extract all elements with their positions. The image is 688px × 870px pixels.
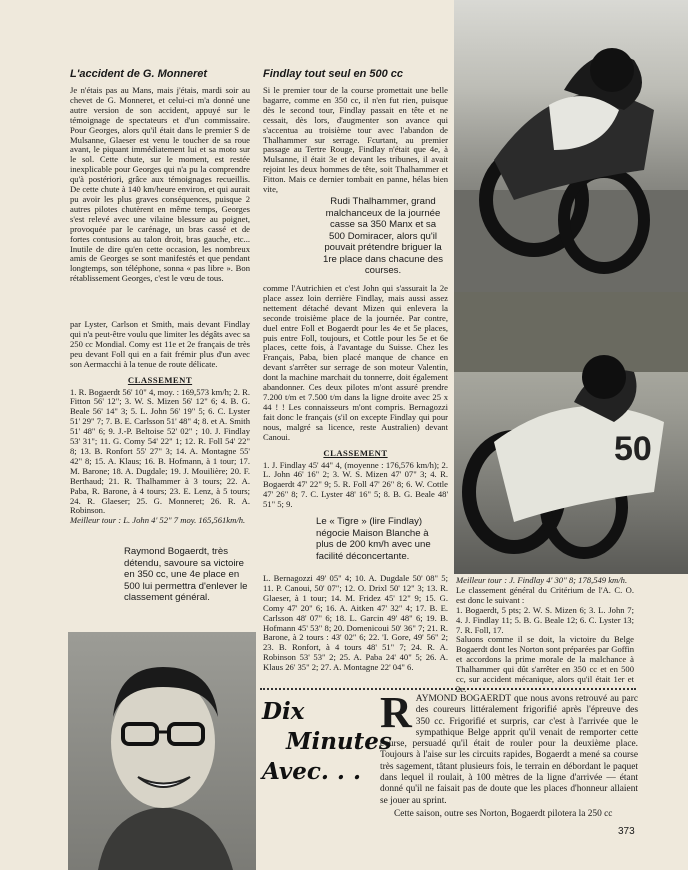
rider-illustration	[454, 292, 688, 574]
interview-lead: AYMOND BOGAERDT	[415, 694, 512, 704]
best-lap: Meilleur tour : L. John 4' 52" 7 moy. 165,561km/h.	[70, 515, 246, 526]
title-line: Dix	[262, 698, 305, 725]
title-line: Avec. . .	[262, 758, 361, 785]
article-accident	[70, 68, 250, 284]
drop-cap: R	[380, 688, 412, 737]
article-findlay	[263, 68, 448, 195]
results-500-continued	[263, 574, 448, 673]
section-heading: CLASSEMENT	[323, 447, 388, 458]
best-lap: Meilleur tour : J. Findlay 4' 30" 8; 178,549 km/h.	[456, 575, 628, 585]
text-body: comme l'Autrichien et c'est John qui s'assurait la 2e place assez loin derrière Findlay, mais aussi assez nettement détaché devant Mizen qui enlevera la seconde troisième place de la journée. Par contre, duel entre Foll et Bogaerdt pour les 4e et 5e places, puis entre Foll, toujours, et Cottle pour les 5e et 6e places, cette fois, à l'avantage du Suisse. Chez les Français, Paba, bien placé manque de chance en devant s'arrêter sur serrage de son moteur Valentin, dont la machine marchait du tonnerre, doit également abandonner. Ces deux pilotes m'ont assuré prendre 7.200 t/m et 7.500 t/m dans la ligne droite avec 25 x 44 ! ! Les connaisseurs m'ont compris. Bernagozzi fait donc le français (s'il on excepte Findlay qui pour nous, malgré sa licence, reste Australien) devant Canoui.	[263, 283, 448, 442]
general-classification	[456, 576, 634, 695]
results-500	[263, 284, 448, 510]
rider-illustration	[454, 0, 688, 292]
text-body: Saluons comme il se doit, la victoire du Belge Bogaerdt dont les Norton sont préparées par Goffin et accordons la prime morale de la malchance à Thalhammer qui dût s'arrêter en 350 cc et en 500 cc, sur accident mécanique, alors qu'il était 1er et 2e.	[456, 634, 634, 694]
results-350	[70, 320, 250, 526]
section-heading: CLASSEMENT	[127, 374, 193, 385]
page-number: 373	[618, 826, 635, 837]
title-line: Minutes	[286, 728, 392, 755]
caption-thalhammer: Rudi Thalhammer, grand malchanceux de la journée casse sa 350 Manx et sa 500 Domiracer, alors qu'il pouvait prétendre briguer la 1re place dans chacune des courses.	[323, 196, 444, 276]
photo-bogaerdt-portrait	[68, 632, 256, 870]
interview-last: Cette saison, outre ses Norton, Bogaerdt pilotera la 250 cc	[394, 808, 613, 819]
classement-list: L. Bernagozzi 49' 05" 4; 10. A. Dugdale 50' 08" 5; 11. P. Canoui, 50' 07"; 12. O. Drixl 50' 12" 3; 13. R. Glaeser, à 1 tour; 14. M. Fridez 45' 12" 9; 15. G. Comy 47' 20" 6; 16. A. Aitken 47' 32" 4; 17. B. E. Carlsson 48' 07" 6; 18. L. Garcin 49' 48" 6; 19. B. Hofmann 45' 53" 8; 20. Domenicoui 50' 36" 7; 21. R. Barone, à 2 tours : 43' 02" 6; 22. 'I. Gore, 49' 56" 2; 23. B. Ronfort, à 4 tours 48' 51" 7; 24. R. A. Robinson 53' 53" 2; 25. A. Paba 24' 40" 5; 26. A. Klaus 26' 35" 2; 27. A. Montagne 22' 04" 6.	[263, 573, 448, 673]
caption-bogaerdt: Raymond Bogaerdt, très détendu, savoure sa victoire en 350 cc, une 4e place en 500 lui permettra d'enlever le classement général.	[124, 546, 248, 603]
interview-block	[380, 688, 638, 820]
photo-thalhammer	[454, 0, 688, 292]
article-body-accident: Je n'étais pas au Mans, mais j'étais, mardi soir au chevet de G. Monneret, et celui-ci m'a donné une autre version de son accident, appuyé sur le témoignage de spectateurs et d'un commissaire. Pour Georges, alors qu'il était dans le premier S de Mulsanne, Glaeser est venu le toucher de sa roue avant, le piquant immédiatement lui et sa moto sur le sol. Cette chute, sur le moment, est restée inexplicable pour Georges qui n'a pu la comprendre qu'à postériori, grâce aux témoignages recueillis. De cette chute à 140 km/heure environ, et qui aurait pu avoir les plus graves conséquences, puisque 2 autres pilotes chutèrent en même temps, Georges s'est relevé avec une vilaine blessure au poignet, provoquée par le carénage, un bras cassé et de fortes contusions au talon droit, bras gauche, etc... Inutile de dire qu'en cette occasion, les nombreux amis de Georges se sont manifestés et que pendant longtemps, son téléphone, sonna « pas libre ». Bon rétablissement Georges, c'est le vœu de tous.	[70, 85, 250, 284]
classement-list: 1. Bogaerdt, 5 pts; 2. W. S. Mizen 6; 3. L. John 7; 4. J. Findlay 11; 5. B. G. Beale 12; 6. C. Lyster 13; 7. R. Foll, 17.	[456, 604, 634, 635]
photo-findlay	[454, 292, 688, 574]
interview-text	[380, 688, 638, 807]
article-title-accident: L'accident de G. Monneret	[70, 68, 208, 80]
caption-tigre: Le « Tigre » (lire Findlay) négocie Maison Blanche à plus de 200 km/h avec une facilité déconcertante.	[316, 516, 431, 562]
dix-minutes-title	[262, 697, 392, 787]
classement-list: 1. J. Findlay 45' 44" 4, (moyenne : 176,576 km/h); 2. L. John 46' 16" 2; 3. W. S. Mizen 47' 07" 3; 4. R. Bogaerdt 47' 22" 9; 5. R. Foll 47' 26" 8; 6. W. Cottle 47' 26" 8; 7. C. Lyster 48' 16" 5; 8. B. G. Beale 48' 51" 5; 9.	[263, 459, 448, 510]
svg-text:50: 50	[614, 430, 652, 468]
portrait-illustration	[68, 632, 256, 870]
text-body: par Lyster, Carlson et Smith, mais devant Findlay qui n'a peut-être voulu que limiter les dégâts avec sa 250 cc Mondial. Comy est 11e et 2e français de très peu devant Foll qui en a fait frémir plus d'un avec son Aermacchi à la tenue de route délicate.	[70, 319, 250, 369]
article-title-findlay: Findlay tout seul en 500 cc	[263, 68, 403, 80]
classement-list: 1. R. Bogaerdt 56' 10" 4, moy. : 169,573 km/h; 2. R. Fitton 56' 12"; 3. W. S. Mizen 56' 12" 6; 4. B. G. Beale 56' 14" 3; 5. L. John 56' 19" 5; 6. C. Lyster 51' 29" 7; 7. B. E. Carlsson 51' 48" 4; 8. et A. Smith 51' 48" 6; 9. J.-P. Beltoise 52' 02" ; 10. J. Findlay 53' 31"; 11. G. Comy 54' 22" 1; 12. R. Foll 54' 22" 8; 13. B. Ronfort 55' 27" 3; 14. A. Montagne 55' 42" 8; 15. A. Klaus; 16. B. Hofmann, à 1 tour; 17. M. Barone; 18. A. Dugdale; 19. J. Mouilière; 20. F. Berthaud; 21. R. Thalhammer à 3 tours; 22. A. Paba, R. Barone, à 4 tours; 23. E. Lenz, à 5 tours; 24. R. Glaeser; 25. G. Monneret; 26. R. A. Robinson.	[70, 386, 250, 516]
article-body-findlay: Si le premier tour de la course promettait une belle bagarre, comme en 350 cc, il n'en fut rien, puisque dès le second tour, Findlay passait en tête et ne cessait, dès lors, d'augmenter son avance qui s'accentua au troisième tour avec l'abandon de Thalhammer sur serrage. Fcurtant, au premier passage au Tertre Rouge, Findlay n'était que 4e, à Mulsanne, il était 3e et devant les tribunes, il avait rejoint les deux hommes de tête, soit Thalhammer et Fitton. Mais ce dernier tombait en panne, hélas bien vite,	[263, 85, 448, 195]
separator-line	[260, 688, 636, 690]
text-body: Le classement général du Critérium de l'A. C. O. est donc le suivant :	[456, 584, 634, 605]
interview-body: que nous avons retrouvé au parc des coureurs littéralement frigorifié après l'épreuve des 350 cc. Frigorifié et surpris, car c'est à l'arrivée que le sympathique Belge apprit qu'il venait de remporter cette course, persuadé qu'il était de rouler pour la deuxième place. Toujours à l'aise sur les circuits rapides, Bogaerdt a mené sa course très sagement, tâtant plusieurs fois, le terrain en débordant le paquet dans lequel il roulait, à 100 mètres de la ligne d'arrivée — étant donné qu'il ne faisait pas de doute que les places d'honneur allaient se jouer au sprint.	[380, 694, 638, 806]
